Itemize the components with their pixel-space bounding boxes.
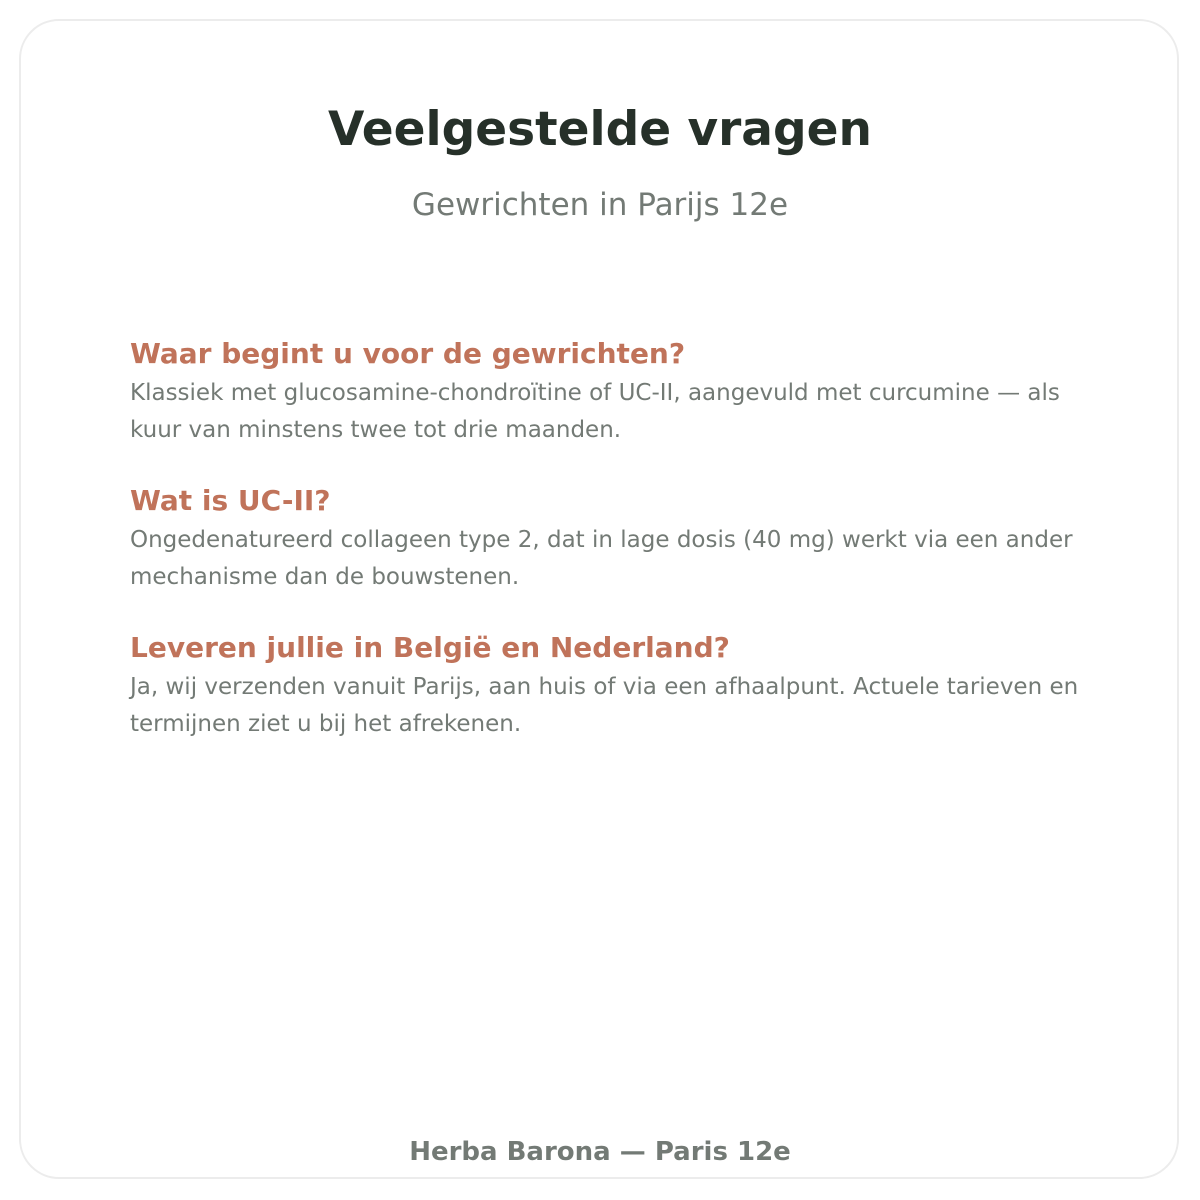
faq-item (130, 333, 1105, 449)
faq-question: Waar begint u voor de gewrichten? (130, 337, 686, 370)
faq-answer: Ongedenatureerd collageen type 2, dat in lage dosis (40 mg) werkt via een ander mechanisme dan de bouwstenen. (130, 527, 1073, 590)
footer-brand: Herba Barona — Paris 12e (409, 1137, 791, 1167)
page-title: Veelgestelde vragen (327, 102, 872, 157)
page-subtitle: Gewrichten in Parijs 12e (411, 187, 789, 223)
faq-question: Leveren jullie in België en Nederland? (130, 631, 730, 664)
faq-item (130, 480, 1105, 596)
faq-list (130, 333, 1105, 774)
faq-item (130, 627, 1105, 743)
faq-answer: Klassiek met glucosamine-chondroïtine of UC-II, aangevuld met curcumine — als kuur van minstens twee tot drie maanden. (130, 380, 1060, 443)
faq-question: Wat is UC-II? (130, 484, 331, 517)
faq-answer: Ja, wij verzenden vanuit Parijs, aan huis of via een afhaalpunt. Actuele tarieven en termijnen ziet u bij het afrekenen. (130, 674, 1079, 737)
